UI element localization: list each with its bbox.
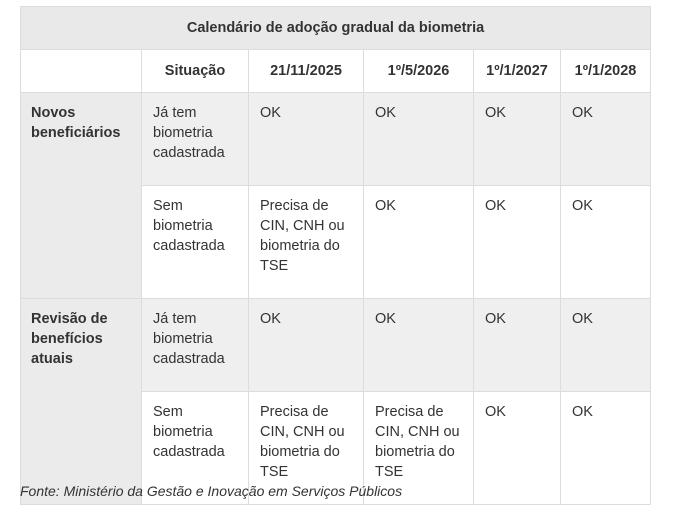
status-cell: Precisa de CIN, CNH ou biometria do TSE: [249, 392, 364, 505]
header-row: [21, 50, 651, 93]
biometria-calendar-table-container: [20, 6, 650, 505]
header-empty: [21, 50, 142, 93]
status-cell: OK: [364, 93, 474, 186]
situacao-cell: Já tem biometria cadastrada: [142, 299, 249, 392]
status-cell: OK: [561, 392, 651, 505]
status-cell: Precisa de CIN, CNH ou biometria do TSE: [364, 392, 474, 505]
table-row: [21, 299, 651, 392]
status-cell: OK: [474, 299, 561, 392]
header-situacao: Situação: [142, 50, 249, 93]
status-cell: OK: [364, 299, 474, 392]
status-cell: OK: [561, 299, 651, 392]
table-row: [21, 93, 651, 186]
group-label-revisao-beneficios: Revisão de benefícios atuais: [21, 299, 142, 505]
header-date-2028-01-01: 1º/1/2028: [561, 50, 651, 93]
situacao-cell: Sem biometria cadastrada: [142, 392, 249, 505]
status-cell: Precisa de CIN, CNH ou biometria do TSE: [249, 186, 364, 299]
group-label-novos-beneficiarios: Novos beneficiários: [21, 93, 142, 299]
biometria-calendar-table: [20, 6, 651, 505]
status-cell: OK: [474, 93, 561, 186]
situacao-cell: Já tem biometria cadastrada: [142, 93, 249, 186]
header-date-2027-01-01: 1º/1/2027: [474, 50, 561, 93]
status-cell: OK: [474, 392, 561, 505]
source-note: Fonte: Ministério da Gestão e Inovação em Serviços Públicos: [20, 483, 403, 499]
status-cell: OK: [561, 93, 651, 186]
table-caption: Calendário de adoção gradual da biometria: [21, 7, 651, 50]
header-date-2025-11-21: 21/11/2025: [249, 50, 364, 93]
status-cell: OK: [249, 93, 364, 186]
status-cell: OK: [561, 186, 651, 299]
situacao-cell: Sem biometria cadastrada: [142, 186, 249, 299]
status-cell: OK: [364, 186, 474, 299]
header-date-2026-05-01: 1º/5/2026: [364, 50, 474, 93]
status-cell: OK: [249, 299, 364, 392]
status-cell: OK: [474, 186, 561, 299]
